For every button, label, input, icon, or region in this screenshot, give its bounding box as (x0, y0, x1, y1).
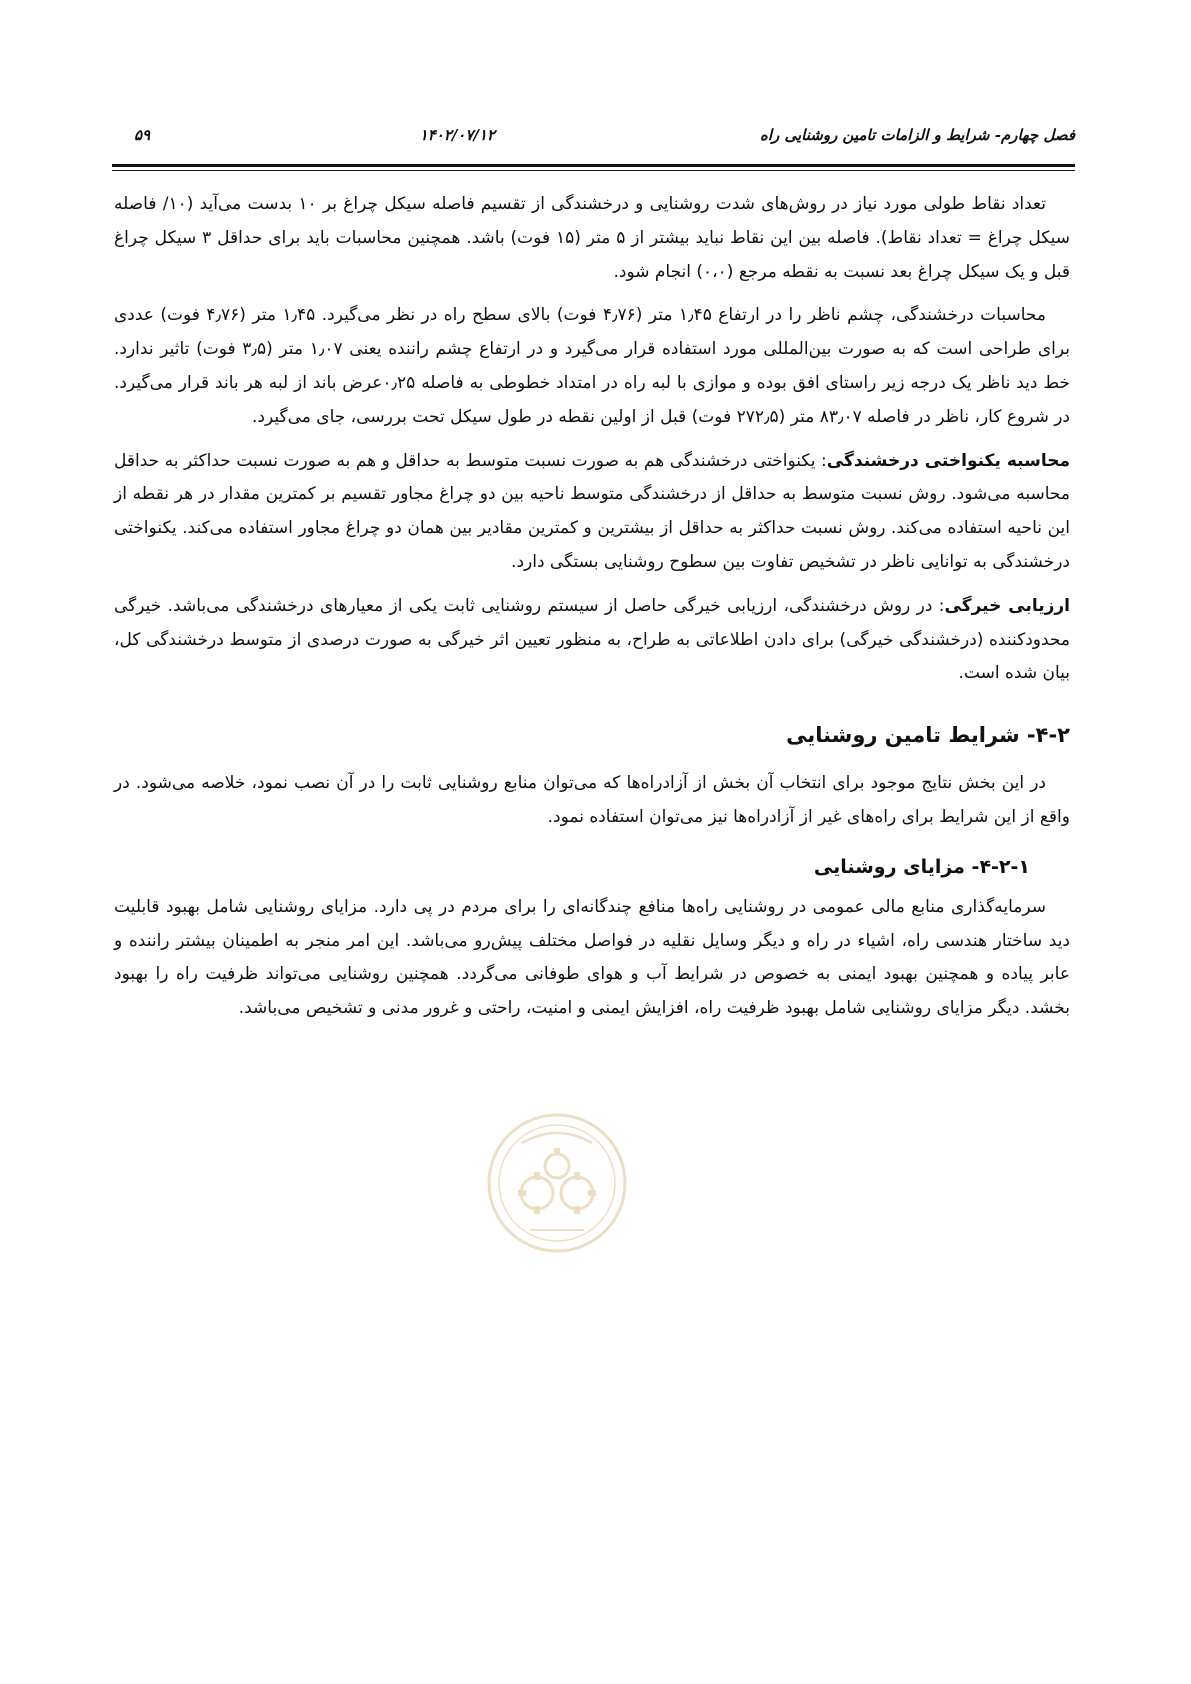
header-date: ۱۴۰۲/۰۷/۱۲ (419, 126, 495, 144)
text-glare-evaluation: : در روش درخشندگی، ارزیابی خیرگی حاصل از سیستم روشنایی ثابت یکی از معیارهای درخشندگی می‌باشد. خیرگی محدودکننده (درخشندگی خیرگی) برای دادن اطلاعاتی به طراح، به منظور تعیین اثر خیرگی به صورت درصدی از متوسط درخشندگی کل، بیان شده است. (114, 595, 1070, 684)
text-luminance-uniformity: : یکنواختی درخشندگی هم به صورت نسبت متوسط به حداقل و هم به صورت نسبت حداکثر به حداقل محاسبه می‌شود. روش نسبت متوسط به حداقل از درخشندگی متوسط ناحیه بین دو چراغ مجاور تقسیم بر کمترین مقدار در هر نقطه از این ناحیه استفاده می‌کند. روش نسبت حداکثر به حداقل از بیشترین و کمترین مقادیر بین همان دو چراغ مجاور استفاده می‌کند. یکنواختی درخشندگی به توانایی ناظر در تشخیص تفاوت بین سطوح روشنایی بستگی دارد. (114, 450, 1070, 572)
term-luminance-uniformity: محاسبه یکنواختی درخشندگی (826, 450, 1070, 471)
paragraph-observer-eye: محاسبات درخشندگی، چشم ناظر را در ارتفاع ۱٫۴۵ متر (۴٫۷۶ فوت) بالای سطح راه در نظر می‌گیرد. ۱٫۴۵ متر (۴٫۷۶ فوت) عددی برای طراحی است که به صورت بین‌المللی مورد استفاده قرار می‌گیرد و در ارتفاع چشم راننده یعنی ۱٫۰۷ متر (۳٫۵ فوت) تاثیر ندارد. خط دید ناظر یک درجه زیر راستای افق بوده و موازی با لبه راه در امتداد خطوطی به فاصله ۰٫۲۵عرض باند از لبه هر باند قرار می‌گیرد. در شروع کار، ناظر در فاصله ۸۳٫۰۷ متر (۲۷۲٫۵ فوت) قبل از اولین نقطه در طول سیکل تحت بررسی، جای می‌گیرد. (114, 305, 1071, 427)
paragraph-sampling-points: تعداد نقاط طولی مورد نیاز در روش‌های شدت روشنایی و درخشندگی از تقسیم فاصله سیکل چراغ بر ۱۰ بدست می‌آید (۱۰/ فاصله سیکل چراغ = تعداد نقاط). فاصله بین این نقاط نباید بیشتر از ۵ متر (۱۵ فوت) باشد. همچنین محاسبات باید برای حداقل ۳ سیکل چراغ قبل و یک سیکل چراغ بعد نسبت به نقطه مرجع (۰،۰) انجام شود. (114, 194, 1071, 282)
seal-gear-logo-icon (482, 1108, 632, 1258)
page-number: ۵۹ (134, 126, 151, 144)
header-rule-thin (112, 170, 1075, 171)
paragraph-section-intro: در این بخش نتایج موجود برای انتخاب آن بخش از آزادراه‌ها که می‌توان منابع روشنایی ثابت را در آن نصب نمود، خلاصه می‌شود. در واقع از این شرایط برای راه‌های غیر از آزادراه‌ها نیز می‌توان استفاده نمود. (114, 773, 1070, 827)
section-heading: ۴-۲- شرایط تامین روشنایی (786, 723, 1070, 748)
paragraph-luminance-uniformity (114, 445, 1070, 580)
header-rule-thick (112, 164, 1075, 167)
paragraph-glare-evaluation (114, 590, 1070, 691)
page-body (114, 188, 1070, 1036)
term-glare-evaluation: ارزیابی خیرگی (944, 595, 1071, 616)
page-header (112, 126, 1075, 156)
subsection-heading: ۴-۲-۱- مزایای روشنایی (813, 855, 1030, 878)
chapter-title: فصل چهارم- شرایط و الزامات تامین روشنایی راه (759, 126, 1075, 144)
paragraph-lighting-benefits: سرمایه‌گذاری منابع مالی عمومی در روشنایی راه‌ها منافع چندگانه‌ای را برای مردم در پی دارد. مزایای روشنایی شامل بهبود قابلیت دید ساختار هندسی راه، اشیاء در راه و دیگر وسایل نقلیه در فواصل مختلف پیش‌رو می‌باشد. این امر منجر به اطمینان بیشتر راننده و عابر پیاده و همچنین بهبود ایمنی به خصوص در شرایط آب و هوای طوفانی می‌گردد. همچنین روشنایی می‌تواند ظرفیت راه را بهبود بخشد. دیگر مزایای روشنایی شامل بهبود ظرفیت راه، افزایش ایمنی و امنیت، راحتی و غرور مدنی و تشخیص می‌باشد. (114, 896, 1070, 1019)
